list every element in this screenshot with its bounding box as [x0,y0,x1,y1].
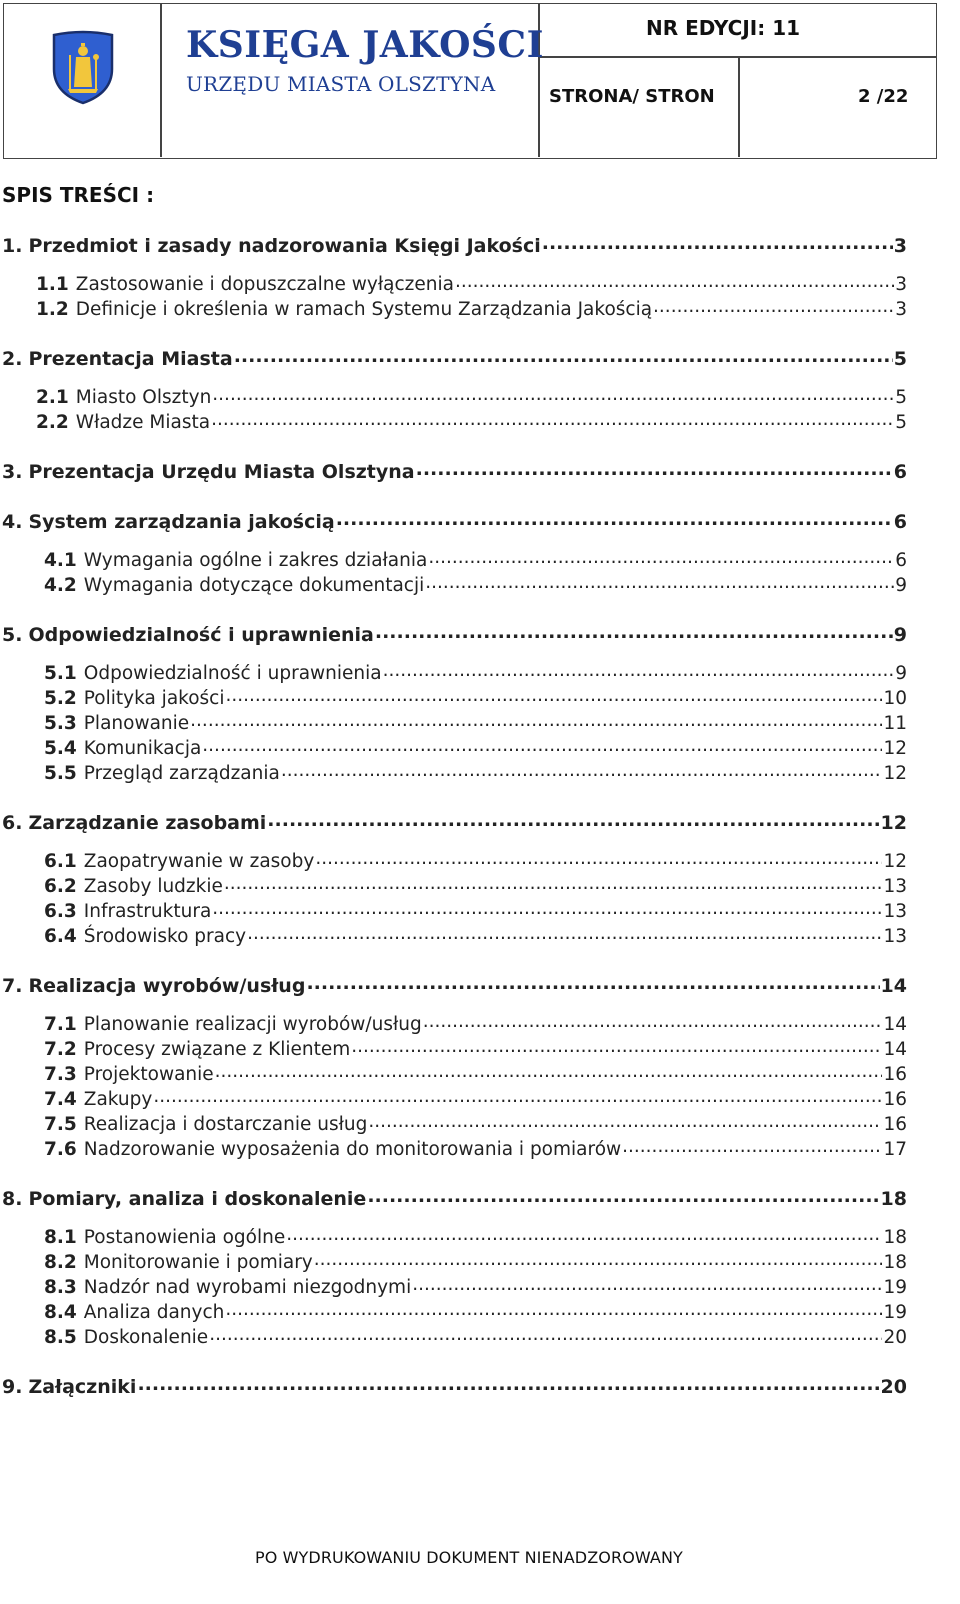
toc-page-number: 12 [883,737,907,759]
toc-page-number: 14 [883,1013,907,1035]
toc-page-number: 17 [883,1138,907,1160]
toc-label: Prezentacja Urzędu Miasta Olsztyna [28,461,415,483]
toc-page-number: 12 [883,850,907,872]
toc-number: 6.3 [44,900,77,922]
toc-label: Zarządzanie zasobami [28,812,267,834]
toc-section[interactable] [2,346,907,370]
toc-leader [153,1086,882,1105]
toc-page-number: 3 [895,298,907,320]
toc-page-number: 6 [893,461,907,483]
toc-section[interactable] [2,1186,907,1210]
toc-subsection[interactable] [44,1111,907,1135]
toc-subsection[interactable] [44,685,907,709]
toc-leader [425,572,894,591]
toc-number: 8.2 [44,1251,77,1273]
toc-number: 4.2 [44,574,77,596]
toc-label: Infrastruktura [83,900,212,922]
toc-label: Definicje i określenia w ramach Systemu Zarządzania Jakością [75,298,653,320]
toc-number: 7.1 [44,1013,77,1035]
toc-leader [455,271,894,290]
toc-number: 5.4 [44,737,77,759]
book-subtitle: URZĘDU MIASTA OLSZTYNA [186,72,496,96]
toc-label: Realizacja i dostarczanie usług [83,1113,368,1135]
toc-section[interactable] [2,1374,907,1398]
toc-label: Przedmiot i zasady nadzorowania Księgi Jakości [28,235,541,257]
toc-number: 5.2 [44,687,77,709]
olsztyn-crest-icon [50,29,116,105]
toc-section[interactable] [2,509,907,533]
toc-page-number: 16 [883,1088,907,1110]
toc-page-number: 18 [880,1188,907,1210]
toc-page-number: 13 [883,925,907,947]
page-label: STRONA/ STRON [549,86,715,107]
toc-leader [314,1249,883,1268]
toc-leader [306,973,879,992]
toc-number: 5.3 [44,712,77,734]
toc-leader [622,1136,882,1155]
toc-section[interactable] [2,233,907,257]
toc-number: 5.5 [44,762,77,784]
toc-number: 4. [2,511,23,533]
toc-label: Prezentacja Miasta [28,348,233,370]
toc-number: 6.4 [44,925,77,947]
toc-leader [212,898,882,917]
toc-leader [224,873,883,892]
toc-leader [416,459,893,478]
toc-label: Postanowienia ogólne [83,1226,286,1248]
toc-page-number: 18 [883,1251,907,1273]
toc-subsection[interactable] [44,1061,907,1085]
toc-label: Nadzorowanie wyposażenia do monitorowania i pomiarów [83,1138,622,1160]
toc-page-number: 6 [893,511,907,533]
toc-number: 6. [2,812,23,834]
toc-page-number: 13 [883,900,907,922]
toc-page-number: 5 [895,411,907,433]
toc-page-number: 9 [893,624,907,646]
toc-page-number: 20 [883,1326,907,1348]
toc-subsection[interactable] [44,1299,907,1323]
toc-label: Doskonalenie [83,1326,209,1348]
toc-number: 2. [2,348,23,370]
toc-leader [212,384,894,403]
toc-subsection[interactable] [44,1224,907,1248]
document-header [3,3,937,159]
toc-number: 6.1 [44,850,77,872]
toc-number: 9. [2,1376,23,1398]
toc-number: 8. [2,1188,23,1210]
toc-leader [211,409,894,428]
toc-number: 1.2 [36,298,69,320]
footer-note: PO WYDRUKOWANIU DOKUMENT NIENADZOROWANY [255,1548,683,1567]
toc-leader [315,848,882,867]
toc-subsection[interactable] [44,923,907,947]
book-title: KSIĘGA JAKOŚCI [186,24,544,66]
toc-number: 7.3 [44,1063,77,1085]
toc-leader [267,810,879,829]
toc-subsection[interactable] [44,547,907,571]
toc-leader [412,1274,882,1293]
toc-page-number: 12 [883,762,907,784]
toc-section[interactable] [2,459,907,483]
toc-subsection[interactable] [44,1136,907,1160]
toc-label: Monitorowanie i pomiary [83,1251,313,1273]
toc-subsection[interactable] [44,873,907,897]
toc-number: 8.3 [44,1276,77,1298]
toc-leader [247,923,882,942]
toc-subsection[interactable] [44,1274,907,1298]
crest-cell [4,4,162,157]
toc-label: Procesy związane z Klientem [83,1038,351,1060]
toc-label: Planowanie realizacji wyrobów/usług [83,1013,422,1035]
toc-number: 8.1 [44,1226,77,1248]
toc-label: Miasto Olsztyn [75,386,212,408]
toc-label: Zastosowanie i dopuszczalne wyłączenia [75,273,454,295]
toc-section[interactable] [2,810,907,834]
toc-section[interactable] [2,622,907,646]
toc-leader [234,346,893,365]
toc-number: 7.2 [44,1038,77,1060]
toc-number: 8.5 [44,1326,77,1348]
toc-label: Odpowiedzialność i uprawnienia [83,662,382,684]
toc-leader [367,1186,879,1205]
toc-leader [351,1036,882,1055]
toc-subsection[interactable] [44,760,907,784]
toc-number: 7.4 [44,1088,77,1110]
toc-label: Realizacja wyrobów/usług [28,975,306,997]
toc-subsection[interactable] [36,296,907,320]
toc-label: Planowanie [83,712,190,734]
toc-label: Środowisko pracy [83,925,247,947]
toc-subsection[interactable] [44,1011,907,1035]
toc-page-number: 5 [895,386,907,408]
toc-number: 4.1 [44,549,77,571]
toc-page-number: 19 [883,1301,907,1323]
toc-label: Przegląd zarządzania [83,762,280,784]
toc-page-number: 11 [883,712,907,734]
toc-leader [428,547,894,566]
toc-leader [225,1299,882,1318]
toc-page-number: 5 [893,348,907,370]
toc-leader [375,622,893,641]
toc-subsection[interactable] [36,384,907,408]
toc-page-number: 3 [895,273,907,295]
toc-subsection[interactable] [44,898,907,922]
toc-number: 8.4 [44,1301,77,1323]
toc-page-number: 16 [883,1113,907,1135]
toc-subsection[interactable] [44,735,907,759]
toc-subsection[interactable] [44,660,907,684]
toc-label: Załączniki [28,1376,137,1398]
toc-subsection[interactable] [44,710,907,734]
toc-page-number: 9 [895,662,907,684]
toc-leader [202,735,882,754]
toc-label: Wymagania ogólne i zakres działania [83,549,428,571]
toc-number: 2.2 [36,411,69,433]
toc-leader [423,1011,883,1030]
toc-label: Zasoby ludzkie [83,875,223,897]
toc-number: 1. [2,235,23,257]
toc-page-number: 6 [895,549,907,571]
toc-number: 2.1 [36,386,69,408]
toc-leader [286,1224,882,1243]
header-divider [738,56,740,157]
toc-leader [215,1061,883,1080]
toc-leader [281,760,883,779]
toc-subsection[interactable] [44,1249,907,1273]
toc-label: Projektowanie [83,1063,214,1085]
toc-leader [225,685,882,704]
toc-page-number: 14 [880,975,907,997]
toc-page-number: 9 [895,574,907,596]
toc-label: Pomiary, analiza i doskonalenie [28,1188,367,1210]
edition-number: NR EDYCJI: 11 [646,16,801,40]
toc-page-number: 20 [880,1376,907,1398]
toc-number: 5. [2,624,23,646]
toc-label: Nadzór nad wyrobami niezgodnymi [83,1276,412,1298]
toc-leader [209,1324,882,1343]
toc-label: Polityka jakości [83,687,225,709]
toc-subsection[interactable] [36,271,907,295]
toc-page-number: 18 [883,1226,907,1248]
toc-leader [542,233,893,252]
toc-label: System zarządzania jakością [28,511,335,533]
toc-label: Komunikacja [83,737,202,759]
toc-number: 3. [2,461,23,483]
toc-subsection[interactable] [44,1086,907,1110]
toc-label: Władze Miasta [75,411,211,433]
toc-subsection[interactable] [44,848,907,872]
toc-page-number: 3 [893,235,907,257]
toc-leader [336,509,893,528]
toc-leader [653,296,894,315]
toc-subsection[interactable] [36,409,907,433]
toc-page-number: 10 [883,687,907,709]
header-title-cell [162,4,544,157]
toc-number: 7. [2,975,23,997]
toc-subsection[interactable] [44,1036,907,1060]
toc-number: 5.1 [44,662,77,684]
toc-leader [137,1374,879,1393]
toc-number: 7.6 [44,1138,77,1160]
toc-leader [368,1111,882,1130]
page-number: 2 /22 [858,86,909,107]
toc-page-number: 16 [883,1063,907,1085]
toc-page-number: 19 [883,1276,907,1298]
toc-label: Zaopatrywanie w zasoby [83,850,315,872]
toc-label: Odpowiedzialność i uprawnienia [28,624,374,646]
toc-section[interactable] [2,973,907,997]
toc-leader [383,660,895,679]
toc-label: Wymagania dotyczące dokumentacji [83,574,425,596]
toc-subsection[interactable] [44,572,907,596]
toc-subsection[interactable] [44,1324,907,1348]
toc-label: Analiza danych [83,1301,225,1323]
toc-page-number: 12 [880,812,907,834]
toc-number: 7.5 [44,1113,77,1135]
toc-page-number: 13 [883,875,907,897]
toc-leader [190,710,882,729]
toc-title: SPIS TREŚCI : [2,183,155,207]
toc-label: Zakupy [83,1088,153,1110]
toc-number: 1.1 [36,273,69,295]
toc-number: 6.2 [44,875,77,897]
toc-page-number: 14 [883,1038,907,1060]
